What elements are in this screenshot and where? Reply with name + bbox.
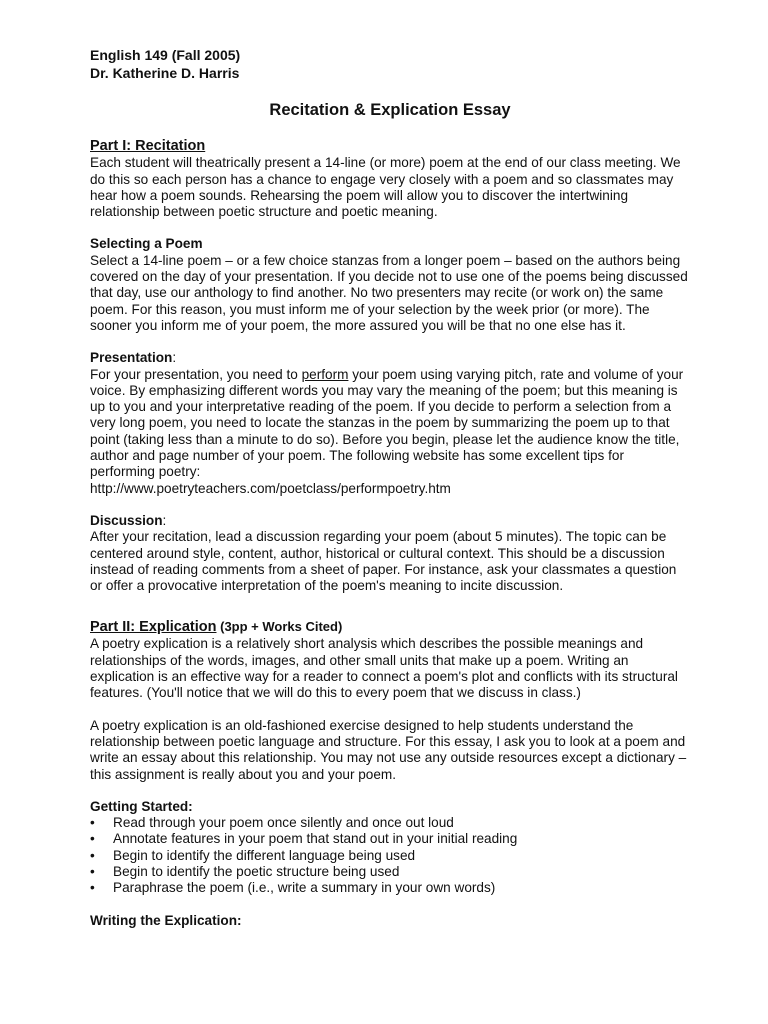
part2-heading-sub: (3pp + Works Cited) (216, 619, 343, 635)
bullet-icon: • (90, 831, 95, 847)
presentation-colon: : (172, 350, 177, 366)
part2-para1: A poetry explication is a relatively short analysis which describes the possible meanings and relationships of the words, images, and other small units that make up a poem. Writing an explication is an effective way for a reader to connect a poem's plot and conflicts with its structural features. (You'll notice that we will do this to every poem that we discuss in class.) (90, 636, 678, 701)
writing-heading: Writing the Explication: (90, 912, 242, 928)
part2-para2: A poetry explication is an old-fashioned exercise designed to help students understand the relationship between poetic language and structure. For this essay, I ask you to look at a poem and write an essay about this relationship. You may not use any outside resources except a dictionary – this assignment is really about you and your poem. (90, 717, 687, 782)
discussion-text: After your recitation, lead a discussion regarding your poem (about 5 minutes). The topic can be centered around style, content, author, historical or cultural context. This should be a discussion instead of reading comments from a sheet of paper. For instance, ask your classmates a question or offer a provocative interpretation of the poem's meaning to incite discussion. (90, 529, 677, 594)
part1-heading (90, 138, 690, 155)
presentation-emph-perform: perform (301, 366, 349, 382)
list-item (90, 880, 690, 896)
course-title: English 149 (Fall 2005) (90, 47, 241, 63)
list-item-text: Begin to identify the poetic structure being used (113, 863, 400, 879)
presentation-heading-line (90, 350, 690, 366)
discussion-heading: Discussion (90, 512, 163, 528)
selecting-text: Select a 14-line poem – or a few choice stanzas from a longer poem – based on the authors being covered on the day of your presentation. If you decide not to use one of the poems being discussed that day, use our anthology to find another. No two presenters may recite (or work on) the same poem. For this reason, you must inform me of your selection by the week prior (or more). The sooner you inform me of your poem, the more assured you will be that no one else has it. (90, 252, 688, 333)
document-page (90, 46, 690, 929)
instructor-name: Dr. Katherine D. Harris (90, 65, 240, 81)
list-item-text: Read through your poem once silently and once out loud (113, 815, 454, 831)
discussion-heading-line (90, 513, 690, 529)
list-item (90, 815, 690, 831)
list-item (90, 831, 690, 847)
list-item-text: Paraphrase the poem (i.e., write a summary in your own words) (113, 880, 496, 896)
presentation-text-before: For your presentation, you need to (90, 366, 302, 382)
getting-started-list (90, 815, 690, 896)
list-item (90, 864, 690, 880)
bullet-icon: • (90, 863, 95, 879)
list-item-text: Annotate features in your poem that stand out in your initial reading (113, 831, 518, 847)
presentation-text (90, 367, 690, 481)
part2-heading (90, 618, 690, 636)
bullet-icon: • (90, 847, 95, 863)
getting-started-heading: Getting Started: (90, 798, 193, 814)
part2-heading-text: Part II: Explication (90, 619, 217, 636)
discussion-colon: : (162, 512, 167, 528)
presentation-heading: Presentation (90, 350, 173, 366)
part1-intro: Each student will theatrically present a 14-line (or more) poem at the end of our class meeting. We do this so each person has a chance to engage very closely with a poem and so classmates may hear how a poem sounds. Rehearsing the poem will allow you to discover the intertwining relationship between poetic structure and poetic meaning. (90, 155, 681, 220)
page-title: Recitation & Explication Essay (269, 101, 511, 119)
presentation-text-after: your poem using varying pitch, rate and volume of your voice. By emphasizing different words you may vary the meaning of the poem; but this meaning is up to you and your interpretative reading of the poem. If you decide to perform a selection from a very long poem, you need to locate the stanzas in the poem by summarizing the poem up to that point (taking less than a minute to do so). Before you begin, please let the audience know the title, author and page number of your poem. The following website has some excellent tips for performing poetry: (90, 366, 684, 480)
part1-heading-text: Part I: Recitation (90, 138, 206, 155)
list-item-text: Begin to identify the different language being used (113, 847, 416, 863)
presentation-url-link[interactable]: http://www.poetryteachers.com/poetclass/performpoetry.htm (90, 480, 451, 496)
bullet-icon: • (90, 880, 95, 896)
list-item (90, 848, 690, 864)
selecting-heading: Selecting a Poem (90, 236, 203, 252)
bullet-icon: • (90, 815, 95, 831)
